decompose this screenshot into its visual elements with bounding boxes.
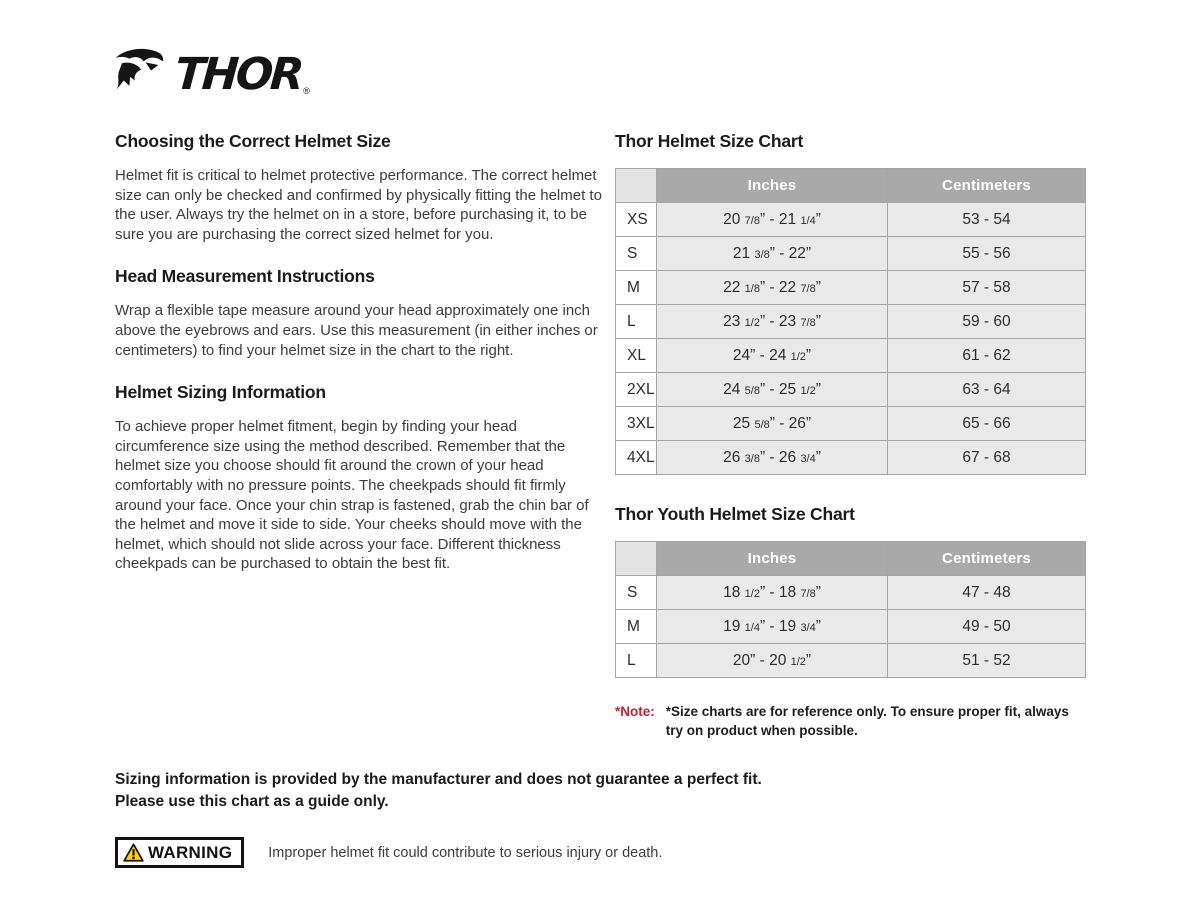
centimeters-cell: 51 - 52 [888,644,1086,678]
column-header: Centimeters [888,542,1086,576]
column-header: Inches [657,169,888,203]
column-header: Inches [657,542,888,576]
table-row [616,610,1086,644]
size-cell: M [616,271,657,305]
adult-size-table [615,168,1086,475]
inches-cell: 22 1/8” - 22 7/8” [657,271,888,305]
registered-mark: ® [303,86,310,96]
note-label: *Note: [615,704,655,719]
fraction: 3/8 [744,452,760,465]
disclaimer-line-2: Please use this chart as a guide only. [115,792,389,810]
table-row [616,644,1086,678]
paragraph-sizing-information: To achieve proper helmet fitment, begin by finding your head circumference size using the method described. Remember that the helmet size you choose should fit around the crown of your head comfortably with no pressure points. The cheekpads should fit firmly around your face. Once your chin strap is fastened, grab the chin bar of the helmet and move it side to side. Your cheeks should move with the helmet, which should not slide across your face. Different thickness cheekpads can be purchased to obtain the best fit. [115,418,589,573]
warning-section [115,837,662,868]
inches-cell: 18 1/2” - 18 7/8” [657,576,888,610]
column-header: Centimeters [888,169,1086,203]
table-row [616,373,1086,407]
fraction: 7/8 [744,214,760,227]
table-row [616,407,1086,441]
size-cell: L [616,644,657,678]
centimeters-cell: 59 - 60 [888,305,1086,339]
youth-chart-title: Thor Youth Helmet Size Chart [615,504,855,524]
heading-head-measurement: Head Measurement Instructions [115,266,375,287]
inches-cell: 21 3/8” - 22” [657,237,888,271]
centimeters-cell: 47 - 48 [888,576,1086,610]
corner-cell [616,169,657,203]
reference-note [615,703,1085,740]
size-cell: L [616,305,657,339]
size-cell: S [616,576,657,610]
instructions-column [115,131,602,596]
table-row [616,237,1086,271]
fraction: 1/4 [744,621,760,634]
table-row [616,305,1086,339]
heading-choosing-size: Choosing the Correct Helmet Size [115,131,391,151]
size-cell: M [616,610,657,644]
fraction: 3/4 [800,452,816,465]
size-cell: 4XL [616,441,657,475]
warning-label: WARNING [148,842,233,862]
inches-cell: 25 5/8” - 26” [657,407,888,441]
inches-cell: 24 5/8” - 25 1/2” [657,373,888,407]
header-row [616,542,1086,576]
heading-sizing-information: Helmet Sizing Information [115,382,326,403]
centimeters-cell: 55 - 56 [888,237,1086,271]
note-text: *Size charts are for reference only. To ensure proper fit, always try on product when possible. [665,704,1069,738]
inches-cell: 20 7/8” - 21 1/4” [657,203,888,237]
fraction: 5/8 [744,384,760,397]
adult-chart-title: Thor Helmet Size Chart [615,131,804,151]
size-cell: 2XL [616,373,657,407]
table-row [616,203,1086,237]
size-cell: XL [616,339,657,373]
header-row [616,169,1086,203]
inches-cell: 23 1/2” - 23 7/8” [657,305,888,339]
manufacturer-disclaimer [115,769,762,812]
inches-cell: 24” - 24 1/2” [657,339,888,373]
fraction: 1/2 [744,316,760,329]
fraction: 1/2 [790,655,806,668]
inches-cell: 20” - 20 1/2” [657,644,888,678]
warning-text: Improper helmet fit could contribute to serious injury or death. [268,844,663,861]
warning-badge [115,837,244,868]
fraction: 3/4 [800,621,816,634]
charts-column [615,131,1085,740]
centimeters-cell: 63 - 64 [888,373,1086,407]
fraction: 1/2 [800,384,816,397]
youth-size-table [615,541,1086,678]
size-cell: XS [616,203,657,237]
disclaimer-line-1: Sizing information is provided by the manufacturer and does not guarantee a perfect fit. [115,771,762,788]
centimeters-cell: 67 - 68 [888,441,1086,475]
thor-ram-icon [113,46,171,104]
fraction: 1/8 [744,282,760,295]
fraction: 1/2 [744,587,760,600]
table-row [616,576,1086,610]
centimeters-cell: 65 - 66 [888,407,1086,441]
centimeters-cell: 57 - 58 [888,271,1086,305]
table-row [616,441,1086,475]
fraction: 5/8 [754,418,770,431]
inches-cell: 26 3/8” - 26 3/4” [657,441,888,475]
thor-logo [113,46,310,104]
centimeters-cell: 49 - 50 [888,610,1086,644]
thor-wordmark: THOR [173,49,303,100]
size-cell: 3XL [616,407,657,441]
fraction: 7/8 [800,316,816,329]
warning-triangle-icon [123,843,144,862]
centimeters-cell: 53 - 54 [888,203,1086,237]
paragraph-head-measurement: Wrap a flexible tape measure around your head approximately one inch above the eyebrows and ears. Use this measurement (in either inches or centimeters) to find your helmet size in the chart to the right. [115,302,598,359]
fraction: 1/2 [790,350,806,363]
fraction: 3/8 [754,248,770,261]
fraction: 1/4 [800,214,816,227]
centimeters-cell: 61 - 62 [888,339,1086,373]
size-cell: S [616,237,657,271]
table-row [616,339,1086,373]
fraction: 7/8 [800,282,816,295]
table-row [616,271,1086,305]
paragraph-choosing-size: Helmet fit is critical to helmet protective performance. The correct helmet size can only be checked and confirmed by physically fitting the helmet to the user. Always try the helmet on in a store, before purchasing it, to be sure you are purchasing the correct sized helmet for you. [115,167,602,243]
inches-cell: 19 1/4” - 19 3/4” [657,610,888,644]
corner-cell [616,542,657,576]
fraction: 7/8 [800,587,816,600]
